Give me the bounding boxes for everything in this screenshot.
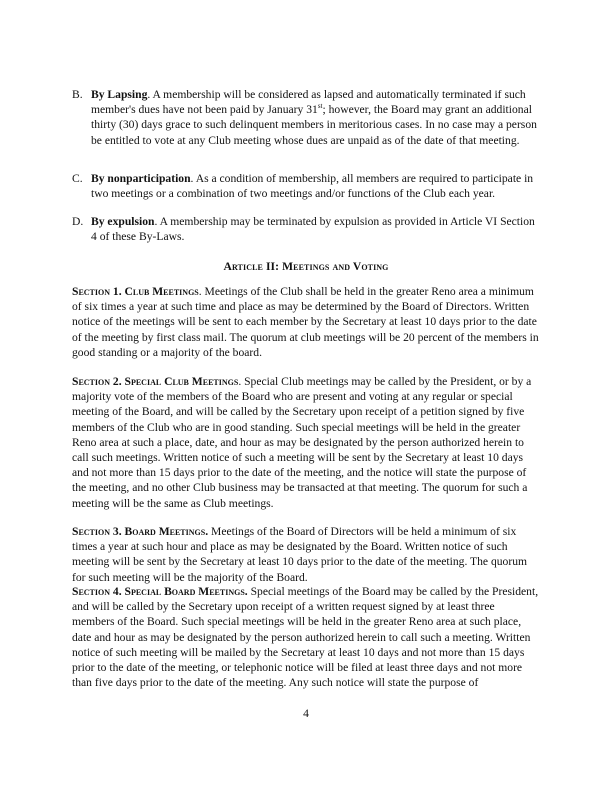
list-item-by-expulsion — [72, 214, 540, 244]
section-text: Meetings of the Board of Directors will be held a minimum of six times a year at such hour and place as may be designated by the Board. Written notice of such meeting will be sent by the Secretary at least 10 days prior to the date of the meeting. The quorum for such meeting will be the majority of the Board. — [72, 525, 528, 584]
list-item-title: By nonparticipation — [91, 172, 191, 185]
section-club-meetings — [72, 284, 540, 360]
list-item-title: By expulsion — [91, 215, 155, 228]
list-marker: B. — [72, 88, 83, 101]
page-number: 4 — [303, 707, 309, 720]
list-item-by-lapsing — [72, 87, 540, 148]
list-item-body — [91, 214, 540, 244]
list-marker: D. — [72, 215, 84, 228]
list-item-by-nonparticipation — [72, 171, 540, 201]
section-label: Section 2. Special Club Meetings — [72, 375, 239, 388]
section-board-meetings — [72, 524, 540, 585]
section-special-club-meetings — [72, 374, 540, 511]
ordinal-superscript: st — [317, 102, 323, 111]
list-item-text: . A membership will be considered as lapsed and automatically terminated if such member's dues have not been paid by January 31 — [91, 88, 526, 117]
article-heading: Article II: Meetings and Voting — [223, 260, 389, 273]
list-item-body — [91, 87, 540, 148]
section-label: Section 3. Board Meetings. — [72, 525, 209, 538]
section-text: . Meetings of the Club shall be held in the greater Reno area a minimum of six times a year at such time and place as may be determined by the Board of Directors. Written notice of the meetings will be sent to each member by the Secretary at least 10 days prior to the date of the meeting by first class mail. The quorum at club meetings will be 20 percent of the members in good standing or a majority of the board. — [72, 285, 539, 359]
list-item-text: . As a condition of membership, all members are required to participate in two meetings or a combination of two meetings and/or functions of the Club each year. — [91, 172, 534, 201]
section-special-board-meetings — [72, 584, 540, 690]
list-item-text: . A membership may be terminated by expulsion as provided in Article VI Section 4 of these By-Laws. — [91, 215, 535, 244]
list-item-body — [91, 171, 540, 201]
section-text: Special meetings of the Board may be called by the President, and will be called by the Secretary upon receipt of a written request signed by at least three members of the Board. Such special meetings will be held in the greater Reno area at such place, date and hour as may be designated by the person authorized herein to call such a meeting. Written notice of such meeting will be mailed by the Secretary at least 10 days and not more than 15 days prior to the date of the meeting, or telephonic notice will be filed at least three days and not more than five days prior to the date of the meeting. Any such notice will state the purpose of — [72, 585, 539, 690]
section-label: Section 1. Club Meetings — [72, 285, 199, 298]
list-marker: C. — [72, 172, 83, 185]
section-label: Section 4. Special Board Meetings. — [72, 585, 248, 598]
section-text: . Special Club meetings may be called by the President, or by a majority vote of the members of the Board who are present and voting at any regular or special meeting of the Board, and will be called by the Secretary upon receipt of a petition signed by five members of the Club who are in good standing. Such special meetings will be held in the greater Reno area at such a place, date, and hour as may be designated by the person authorized herein to call such meetings. Written notice of such a meeting will be sent by the Secretary at least 10 days and not more than 15 days prior to the date of the meeting, and the notice will state the purpose of the meeting, and no other Club business may be transacted at that meeting. The quorum for such a meeting will be the same as Club meetings. — [72, 375, 532, 510]
list-item-text: ; however, the Board may grant an additional thirty (30) days grace to such delinquent members in meritorious cases. In no case may a person be entitled to vote at any Club meeting whose dues are unpaid as of the date of that meeting. — [91, 103, 537, 147]
list-item-title: By Lapsing — [91, 88, 148, 101]
